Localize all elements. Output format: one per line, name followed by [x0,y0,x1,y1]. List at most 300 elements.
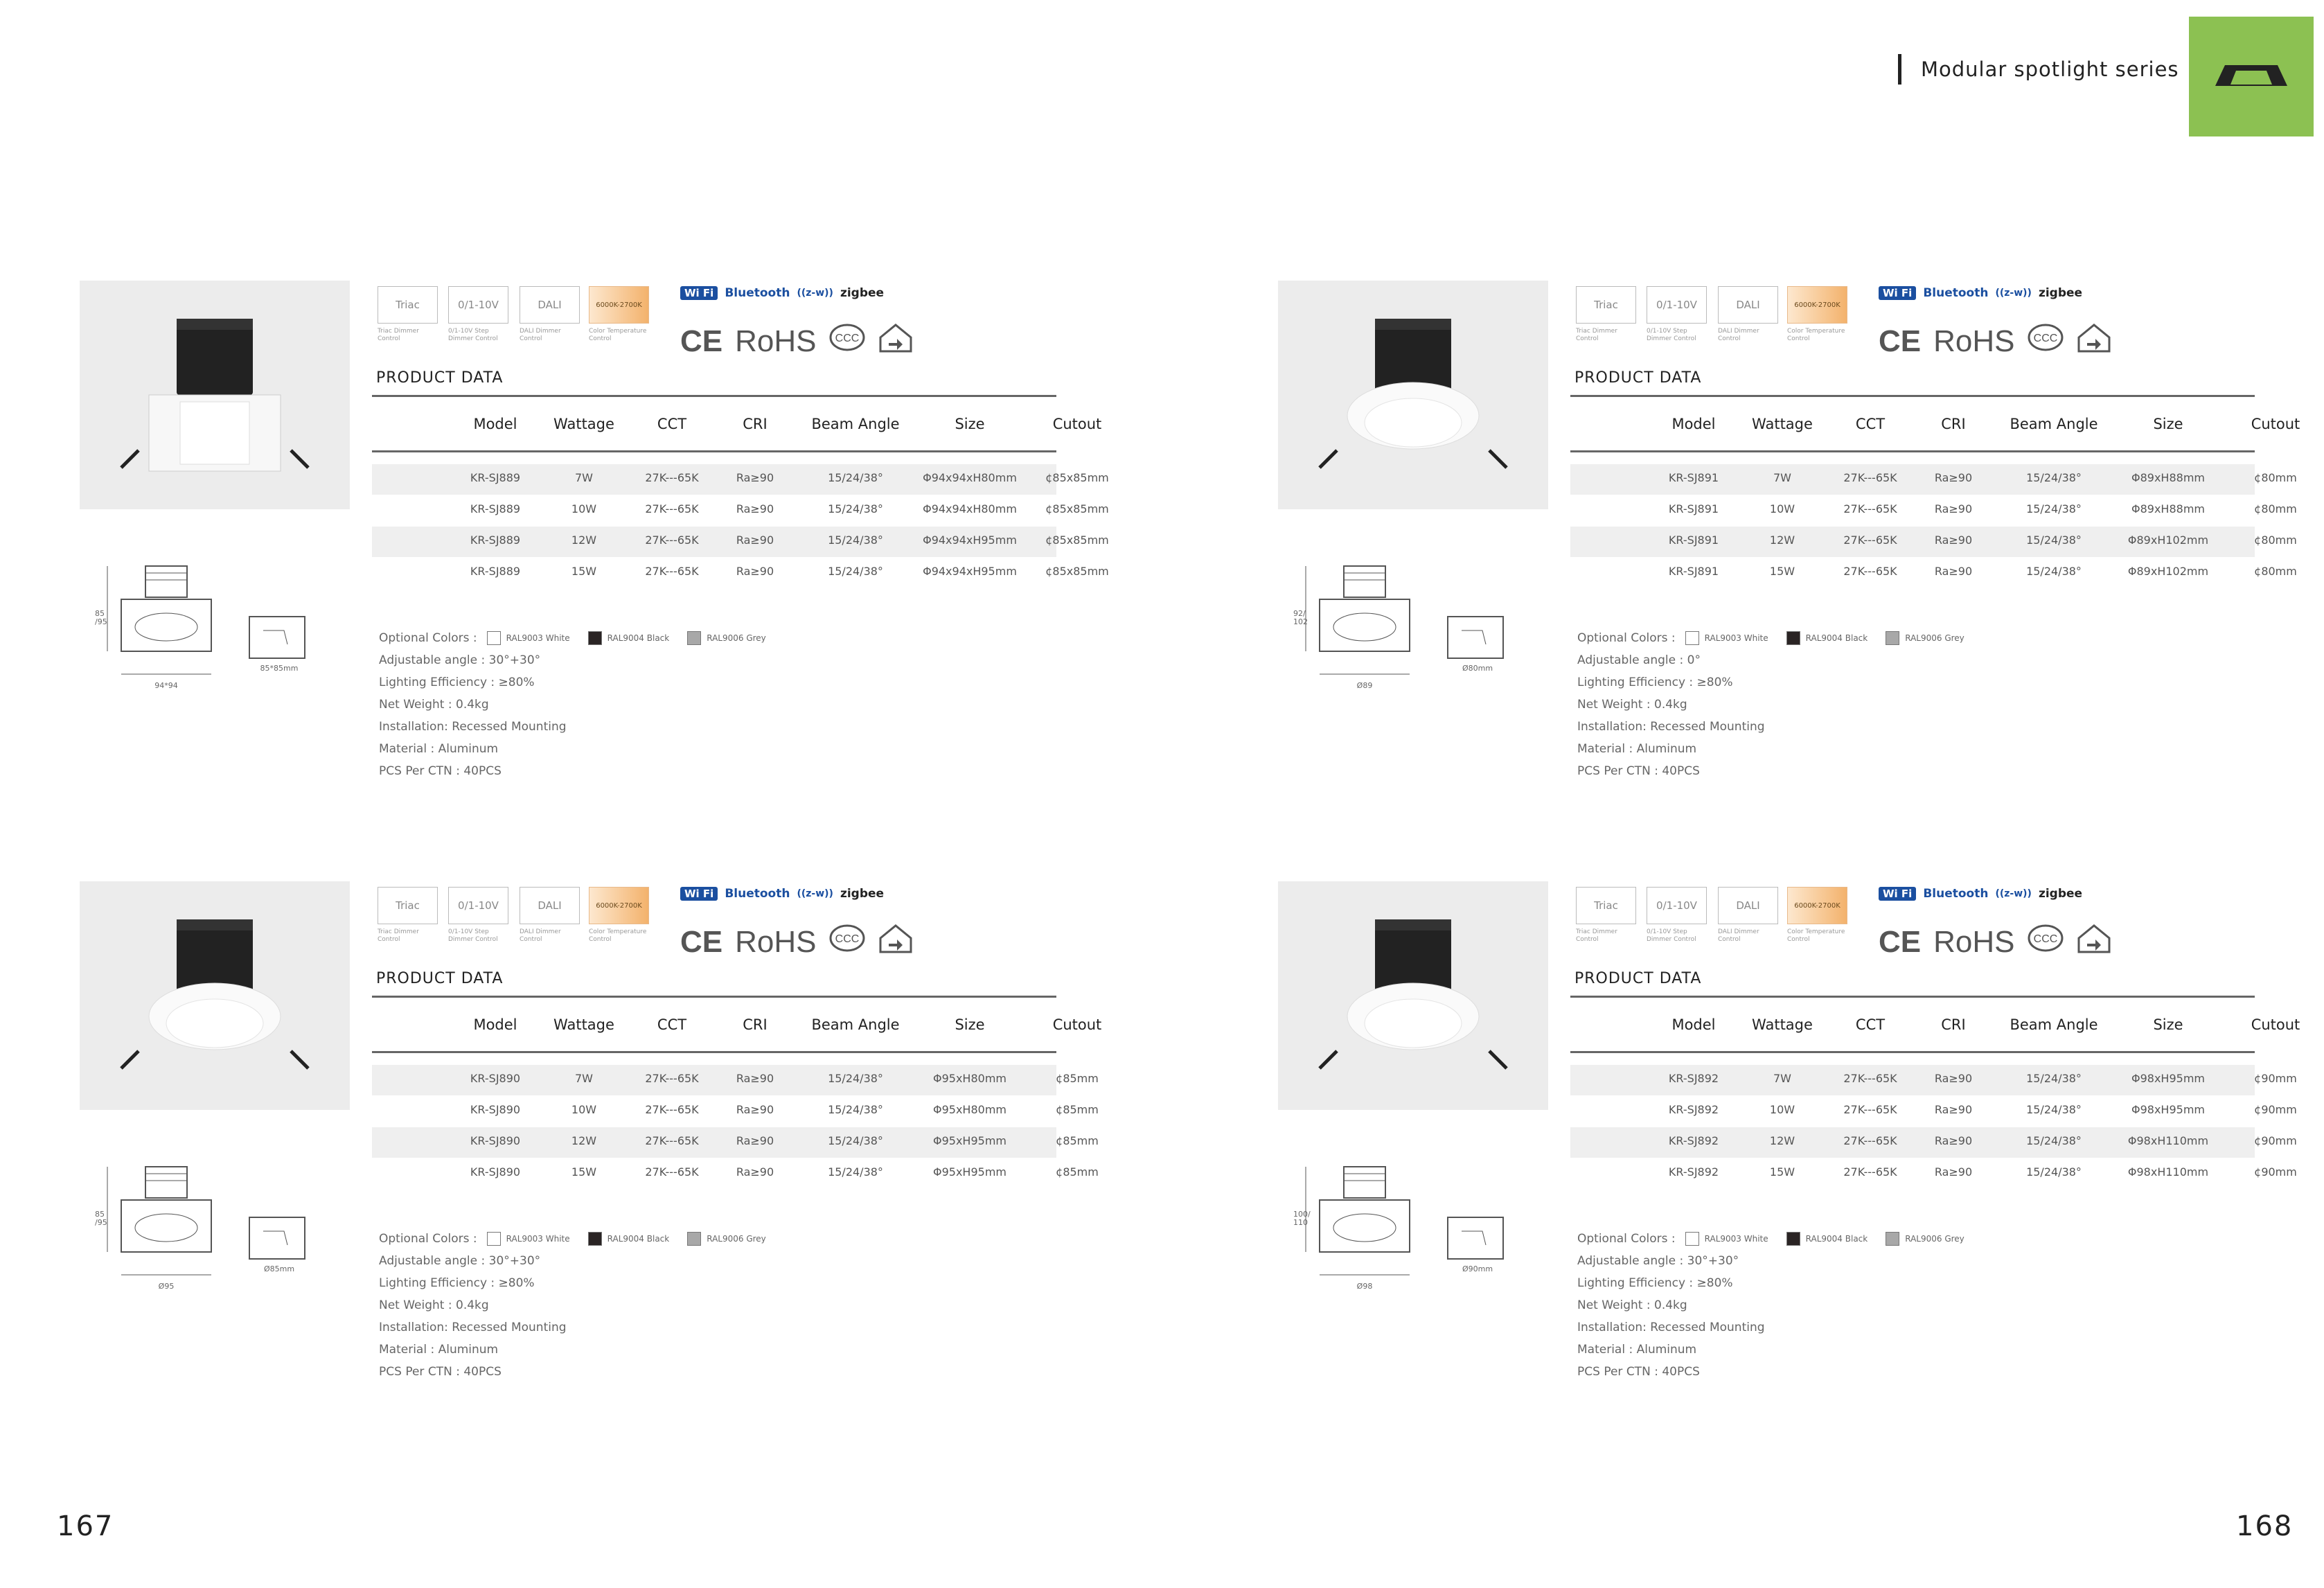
table-cell: KR-SJ892 [1668,1103,1719,1116]
table-row [372,527,1109,557]
spotlight-photo-icon [80,281,350,509]
table-cell: KR-SJ889 [470,565,521,578]
zwave-logo: ((z-w)) [1995,288,2032,299]
table-cell: 15/24/38° [828,1103,883,1116]
table-cell: Φ89xH88mm [2131,471,2205,484]
optional-colors [379,1228,779,1250]
product-photo [80,281,350,509]
height-dimension: 85 /95 [95,609,107,626]
ccc-icon [829,923,865,961]
table-row [1570,1096,2297,1127]
table-cell: ¢80mm [2254,471,2297,484]
control-type-box: Triac [1576,286,1636,324]
product-data-title: PRODUCT DATA [1575,369,1702,387]
table-cell: KR-SJ890 [470,1134,521,1147]
wifi-logo: Wi Fi [1879,286,1916,300]
optional-colors-label: Optional Colors : [1577,1232,1676,1246]
spec-line: Lighting Efficiency : ≥80% [379,676,535,689]
spec-line: Net Weight : 0.4kg [1577,698,1687,712]
cutout-dimension: Ø80mm [1462,664,1493,673]
technical-drawing-icon [80,1158,350,1297]
zigbee-logo: zigbee [840,286,885,300]
color-swatch-label: RAL9006 Grey [1905,633,1964,643]
table-row [372,1158,1099,1189]
product-block [1278,281,2300,807]
color-swatch [1786,1232,1800,1246]
optional-colors [1577,627,1977,649]
spec-line: Installation: Recessed Mounting [1577,1321,1765,1334]
control-type-box: DALI [520,286,580,324]
spec-line: PCS Per CTN : 40PCS [1577,764,1700,778]
control-type-caption: DALI Dimmer Control [1718,928,1759,943]
table-cell: ¢80mm [2254,502,2297,515]
certification-logos [1879,322,2112,360]
wifi-logo: Wi Fi [680,286,718,300]
table-cell: 27K---65K [645,533,699,547]
table-row [372,558,1109,588]
table-cell: 12W [571,1134,597,1147]
table-row [372,1127,1099,1158]
table-row [1570,495,2297,526]
certification-logos [680,923,914,961]
table-cell: 10W [571,502,597,515]
bluetooth-logo: Bluetooth [725,286,790,300]
table-cell: ¢80mm [2254,533,2297,547]
control-type-box: 0/1-10V [1647,887,1707,924]
table-cell: KR-SJ892 [1668,1165,1719,1179]
table-cell: KR-SJ891 [1668,565,1719,578]
control-type-box: 6000K-2700K [589,887,649,924]
color-swatch [487,1232,501,1246]
table-cell: Φ89xH102mm [2127,533,2209,547]
color-swatch [687,1232,701,1246]
control-type-caption: DALI Dimmer Control [520,328,561,342]
table-cell: 15/24/38° [2026,533,2082,547]
zwave-logo: ((z-w)) [1995,888,2032,899]
table-row [372,464,1109,495]
section-tab [2189,17,2314,136]
color-swatch [1886,1232,1899,1246]
table-cell: 7W [1773,471,1791,484]
table-cell: Ra≥90 [736,1103,774,1116]
technical-drawing-icon [80,558,350,696]
spec-line: Installation: Recessed Mounting [379,1321,567,1334]
dimension-drawing [80,1158,350,1297]
table-cell: 15/24/38° [2026,1072,2082,1085]
control-type-box: 0/1-10V [1647,286,1707,324]
product-photo [80,881,350,1110]
table-cell: 27K---65K [1843,1103,1897,1116]
spec-line: Adjustable angle : 0° [1577,653,1701,667]
optional-colors-label: Optional Colors : [379,1232,477,1246]
rohs-mark: RoHS [735,924,817,959]
dimension-drawing [1278,1158,1548,1297]
svg-text:CCC: CCC [835,933,859,945]
control-type-box: 6000K-2700K [1787,286,1847,324]
table-cell: 12W [1769,1134,1795,1147]
certification-logos [680,322,914,360]
color-swatch [1786,631,1800,645]
table-cell: Φ95xH95mm [933,1134,1006,1147]
cutout-dimension: Ø90mm [1462,1264,1493,1273]
table-cell: Ra≥90 [1934,1072,1973,1085]
spec-line: PCS Per CTN : 40PCS [379,1365,502,1379]
table-header-cell: Model [1671,416,1716,432]
height-dimension: 92/ 102 [1293,609,1308,626]
color-swatch-label: RAL9003 White [506,633,570,643]
optional-colors-label: Optional Colors : [379,631,477,645]
control-type-box: 0/1-10V [448,286,508,324]
color-swatch [1685,631,1699,645]
technical-drawing-icon [1278,558,1548,696]
spec-line: PCS Per CTN : 40PCS [1577,1365,1700,1379]
color-swatch-label: RAL9004 Black [607,633,670,643]
table-header-cell: Model [1671,1016,1716,1033]
table-row [1570,1065,2297,1095]
svg-text:CCC: CCC [2033,333,2057,344]
table-cell: ¢90mm [2254,1103,2297,1116]
table-cell: Φ89xH88mm [2131,502,2205,515]
table-row [1570,1158,2297,1189]
control-type-caption: Triac Dimmer Control [378,928,419,943]
color-swatch [588,631,602,645]
control-type-caption: Color Temperature Control [1787,328,1845,342]
indoor-use-icon [2076,923,2112,961]
control-type-caption: Triac Dimmer Control [1576,928,1617,943]
table-header-cell: CRI [1941,1016,1966,1033]
table-header-cell: Beam Angle [2010,1016,2098,1033]
spec-list [1577,627,1977,782]
cutout-dimension: Ø85mm [263,1264,295,1273]
table-cell: Ra≥90 [1934,1103,1973,1116]
table-cell: KR-SJ891 [1668,502,1719,515]
spec-line: Installation: Recessed Mounting [1577,720,1765,734]
svg-text:CCC: CCC [2033,933,2057,945]
table-cell: 27K---65K [645,1072,699,1085]
table-cell: ¢90mm [2254,1165,2297,1179]
table-cell: ¢85x85mm [1045,471,1109,484]
table-cell: Ra≥90 [1934,502,1973,515]
table-cell: ¢80mm [2254,565,2297,578]
control-type-box: 6000K-2700K [1787,887,1847,924]
table-cell: 12W [1769,533,1795,547]
table-cell: 27K---65K [1843,502,1897,515]
table-cell: ¢85mm [1056,1165,1099,1179]
table-cell: 7W [1773,1072,1791,1085]
rohs-mark: RoHS [1933,324,2015,358]
table-cell: 27K---65K [1843,1134,1897,1147]
bluetooth-logo: Bluetooth [1923,286,1989,300]
table-header-cell: CCT [657,1016,687,1033]
table-header-cell: Wattage [553,416,614,432]
table-cell: 15/24/38° [828,471,883,484]
table-cell: Ra≥90 [736,471,774,484]
color-swatch-label: RAL9006 Grey [707,1234,766,1244]
table-header-cell: CRI [743,416,768,432]
table-cell: 27K---65K [1843,533,1897,547]
table-header-cell: Wattage [1752,416,1813,432]
table-header-rule [372,1051,1056,1053]
table-header-cell: Cutout [1052,416,1102,432]
spec-line: Net Weight : 0.4kg [379,698,489,712]
control-type-caption: 0/1-10V Step Dimmer Control [448,928,498,943]
control-type-box: DALI [1718,286,1778,324]
wifi-logo: Wi Fi [680,887,718,901]
table-header-cell: Model [473,416,517,432]
table-cell: Φ95xH95mm [933,1165,1006,1179]
product-data-title: PRODUCT DATA [376,369,504,387]
spec-line: Adjustable angle : 30°+30° [1577,1254,1739,1268]
table-row [372,1096,1099,1127]
table-cell: Φ98xH110mm [2127,1165,2209,1179]
control-type-box: Triac [378,286,438,324]
table-cell: Ra≥90 [1934,565,1973,578]
table-row [372,495,1109,526]
table-cell: Ra≥90 [736,533,774,547]
spec-line: Lighting Efficiency : ≥80% [379,1276,535,1290]
table-cell: 15/24/38° [2026,502,2082,515]
table-header-rule [1570,450,2255,452]
series-header [1898,54,2179,85]
indoor-use-icon [878,322,914,360]
table-top-rule [372,996,1056,998]
ce-mark: CE [680,324,723,358]
table-cell: 27K---65K [645,565,699,578]
color-swatch-label: RAL9004 Black [1805,1234,1868,1244]
product-data-title: PRODUCT DATA [376,970,504,987]
table-header-cell: CCT [1855,1016,1886,1033]
spec-line: Adjustable angle : 30°+30° [379,1254,541,1268]
control-type-caption: Color Temperature Control [589,328,647,342]
table-cell: KR-SJ892 [1668,1072,1719,1085]
color-swatch-label: RAL9004 Black [1805,633,1868,643]
cutout-dimension: 85*85mm [260,664,299,673]
table-cell: 10W [1769,502,1795,515]
header-divider [1898,54,1901,85]
table-cell: Ra≥90 [736,502,774,515]
ce-mark: CE [1879,324,1922,358]
table-cell: Φ95xH80mm [933,1072,1006,1085]
table-cell: 7W [575,1072,593,1085]
protocol-logos [1879,286,2082,300]
spec-line: Material : Aluminum [379,742,499,756]
table-cell: KR-SJ890 [470,1103,521,1116]
table-cell: 15/24/38° [2026,471,2082,484]
table-cell: 12W [571,533,597,547]
table-cell: Ra≥90 [736,1134,774,1147]
optional-colors-label: Optional Colors : [1577,631,1676,645]
table-cell: ¢85x85mm [1045,502,1109,515]
table-cell: 27K---65K [1843,565,1897,578]
page-number-left: 167 [57,1510,114,1542]
zigbee-logo: zigbee [2038,286,2083,300]
control-type-caption: Triac Dimmer Control [378,328,419,342]
table-cell: 15/24/38° [2026,1165,2082,1179]
table-header-cell: Size [955,416,985,432]
table-cell: 27K---65K [645,502,699,515]
table-top-rule [1570,996,2255,998]
table-cell: KR-SJ889 [470,533,521,547]
indoor-use-icon [878,923,914,961]
ce-mark: CE [680,924,723,959]
product-data-title: PRODUCT DATA [1575,970,1702,987]
series-title: Modular spotlight series [1921,58,2179,81]
table-cell: 15/24/38° [828,1072,883,1085]
table-cell: 15W [571,565,597,578]
color-swatch-label: RAL9003 White [1704,633,1768,643]
table-cell: Φ98xH95mm [2131,1103,2205,1116]
control-type-box: DALI [520,887,580,924]
spec-line: Lighting Efficiency : ≥80% [1577,1276,1733,1290]
technical-drawing-icon [1278,1158,1548,1297]
color-swatch [1886,631,1899,645]
table-top-rule [372,395,1056,397]
table-cell: 27K---65K [645,1103,699,1116]
table-cell: 15/24/38° [828,1165,883,1179]
table-cell: ¢85mm [1056,1103,1099,1116]
table-cell: ¢85x85mm [1045,565,1109,578]
control-type-box: 6000K-2700K [589,286,649,324]
color-swatch [687,631,701,645]
table-cell: KR-SJ890 [470,1165,521,1179]
table-cell: Ra≥90 [736,1072,774,1085]
spec-line: Material : Aluminum [1577,742,1697,756]
spotlight-photo-icon [80,881,350,1110]
page-number-right: 168 [2236,1510,2294,1542]
table-cell: Φ94x94xH95mm [923,533,1017,547]
optional-colors [379,627,779,649]
table-cell: Φ98xH95mm [2131,1072,2205,1085]
bluetooth-logo: Bluetooth [1923,887,1989,901]
protocol-logos [680,887,884,901]
table-row [1570,527,2297,557]
table-cell: 10W [571,1103,597,1116]
table-cell: Ra≥90 [1934,471,1973,484]
table-cell: Ra≥90 [1934,1134,1973,1147]
table-header-cell: Beam Angle [811,1016,900,1033]
table-cell: KR-SJ889 [470,502,521,515]
spec-line: Lighting Efficiency : ≥80% [1577,676,1733,689]
table-cell: 15/24/38° [828,533,883,547]
table-cell: 27K---65K [1843,1165,1897,1179]
table-header-rule [372,450,1056,452]
wifi-logo: Wi Fi [1879,887,1916,901]
table-cell: ¢90mm [2254,1072,2297,1085]
table-header-cell: Beam Angle [2010,416,2098,432]
control-type-box: Triac [378,887,438,924]
table-cell: Φ89xH102mm [2127,565,2209,578]
control-type-caption: DALI Dimmer Control [1718,328,1759,342]
table-cell: 7W [575,471,593,484]
table-cell: Φ98xH110mm [2127,1134,2209,1147]
product-block [80,881,1102,1408]
bluetooth-logo: Bluetooth [725,887,790,901]
control-type-caption: Color Temperature Control [589,928,647,943]
certification-logos [1879,923,2112,961]
table-cell: 15/24/38° [828,1134,883,1147]
ccc-icon [2028,322,2064,360]
ccc-icon [2028,923,2064,961]
dimension-drawing [80,558,350,696]
table-cell: KR-SJ891 [1668,533,1719,547]
table-header-cell: Wattage [553,1016,614,1033]
product-block [80,281,1109,807]
table-header-cell: Cutout [1052,1016,1102,1033]
control-type-caption: 0/1-10V Step Dimmer Control [1647,928,1696,943]
ccc-icon [829,322,865,360]
spec-list [379,627,779,782]
table-header-cell: Size [2153,416,2183,432]
table-cell: ¢85mm [1056,1134,1099,1147]
width-dimension: Ø98 [1356,1282,1373,1291]
product-block [1278,881,2300,1408]
table-cell: ¢90mm [2254,1134,2297,1147]
height-dimension: 85 /95 [95,1210,107,1227]
table-cell: 10W [1769,1103,1795,1116]
spec-list [1577,1228,1977,1383]
ce-mark: CE [1879,924,1922,959]
table-cell: 15W [571,1165,597,1179]
spec-line: Adjustable angle : 30°+30° [379,653,541,667]
spec-line: Material : Aluminum [1577,1343,1697,1357]
color-swatch-label: RAL9004 Black [607,1234,670,1244]
spotlight-photo-icon [1278,281,1548,509]
zigbee-logo: zigbee [840,887,885,901]
rohs-mark: RoHS [735,324,817,358]
table-cell: KR-SJ892 [1668,1134,1719,1147]
zwave-logo: ((z-w)) [797,288,833,299]
table-cell: Ra≥90 [1934,533,1973,547]
control-type-box: Triac [1576,887,1636,924]
table-row [1570,1127,2297,1158]
control-type-caption: 0/1-10V Step Dimmer Control [1647,328,1696,342]
spec-list [379,1228,779,1383]
table-cell: Ra≥90 [736,1165,774,1179]
dimension-drawing [1278,558,1548,696]
table-cell: ¢85x85mm [1045,533,1109,547]
control-type-caption: 0/1-10V Step Dimmer Control [448,328,498,342]
table-header-cell: Size [2153,1016,2183,1033]
table-header-cell: CRI [1941,416,1966,432]
table-cell: Ra≥90 [736,565,774,578]
control-type-caption: Triac Dimmer Control [1576,328,1617,342]
table-header-cell: Cutout [2251,416,2300,432]
height-dimension: 100/ 110 [1293,1210,1311,1227]
table-header-cell: Model [473,1016,517,1033]
spotlight-icon [2189,17,2314,136]
zigbee-logo: zigbee [2038,887,2083,901]
rohs-mark: RoHS [1933,924,2015,959]
table-row [372,1065,1099,1095]
spec-line: Net Weight : 0.4kg [1577,1298,1687,1312]
color-swatch [487,631,501,645]
table-header-rule [1570,1051,2255,1053]
table-cell: 15W [1769,1165,1795,1179]
table-header-cell: Wattage [1752,1016,1813,1033]
table-cell: 15/24/38° [2026,1103,2082,1116]
table-cell: 27K---65K [1843,471,1897,484]
product-photo [1278,881,1548,1110]
width-dimension: Ø89 [1356,681,1373,690]
table-cell: Φ94x94xH95mm [923,565,1017,578]
control-type-caption: DALI Dimmer Control [520,928,561,943]
control-type-box: DALI [1718,887,1778,924]
table-cell: KR-SJ890 [470,1072,521,1085]
spec-line: Net Weight : 0.4kg [379,1298,489,1312]
table-cell: 15/24/38° [828,502,883,515]
spec-line: Material : Aluminum [379,1343,499,1357]
table-header-cell: CCT [657,416,687,432]
